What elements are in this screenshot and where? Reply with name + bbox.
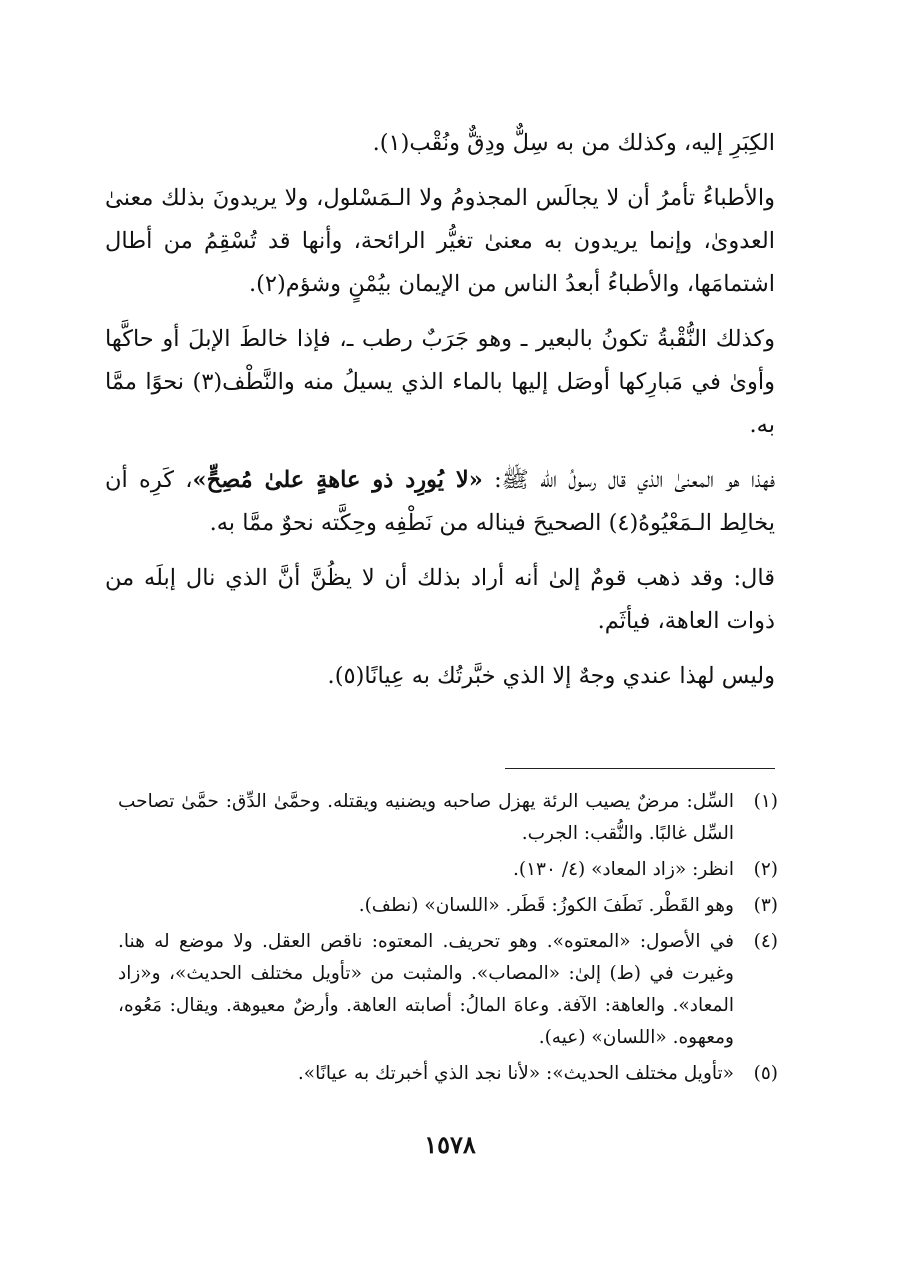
main-text <box>105 122 775 710</box>
paragraph-4-rest: ، كَرِه أن يخالِط الـمَعْيُوهُ(٤) الصحيحَ فيناله من نَطْفِه وحِكَّته نحوٌ ممَّا به. <box>105 467 775 536</box>
paragraph-2: والأطباءُ تأمرُ أن لا يجالَس المجذومُ ولا الـمَسْلول، ولا يريدونَ بذلك معنىٰ العدوىٰ، وإنما يريدون به معنىٰ تغيُّر الرائحة، وأنها قد تُسْقِمُ من أطال اشتمامَها، والأطباءُ أبعدُ الناس من الإيمان بيُمْنٍ وشؤم(٢). <box>105 185 775 297</box>
paragraph-3: وكذلك النُّقْبةُ تكونُ بالبعير ـ وهو جَرَبٌ رطب ـ، فإذا خالطَ الإبلَ أو حاكَّها وأوىٰ في مَبارِكها أوصَل إليها بالماء الذي يسيلُ منه والنَّطْف(٣) نحوًا ممَّا به. <box>105 326 775 438</box>
footnote-number: (٥) <box>753 1063 778 1084</box>
paragraph-4 <box>105 459 775 545</box>
paragraph-1: الكِبَرِ إليه، وكذلك من به سِلٌّ ودِقٌّ ونُقْب(١). <box>372 130 775 156</box>
hadith-quote: «لا يُورِد ذو عاهةٍ علىٰ مُصِحٍّ» <box>192 467 483 493</box>
footnote-text: السِّل: مرضٌ يصيب الرئة يهزل صاحبه ويضنيه ويقتله. وحمَّىٰ الدِّق: حمَّىٰ تصاحب السِّل غالبًا. والنُّقب: الجرب. <box>118 791 734 844</box>
footnote-number: (٢) <box>753 859 778 880</box>
footnote-3 <box>118 890 778 922</box>
paragraph-6: وليس لهذا عندي وجهٌ إلا الذي خبَّرتُك به عِيانًا(٥). <box>327 663 775 689</box>
footnote-text: «تأويل مختلف الحديث»: «لأنا نجد الذي أخبرتك به عيانًا». <box>297 1063 734 1084</box>
footnote-1 <box>118 786 778 850</box>
paragraph-4-intro: فهذا هو المعنىٰ الذي قال رسولُ الله ﷺ: <box>482 467 775 493</box>
footnotes <box>118 786 778 1094</box>
footnote-number: (١) <box>753 791 778 812</box>
footnote-5 <box>118 1058 778 1090</box>
footnote-text: في الأصول: «المعتوه». وهو تحريف. المعتوه: ناقص العقل. ولا موضع له هنا. وغيرت في (ط) إلىٰ: «المصاب». والمثبت من «تأويل مختلف الحديث»، و«زاد المعاد». والعاهة: الآفة. وعاهَ المالُ: أصابته العاهة. وأرضٌ معيوهة. ويقال: مَعُوه، ومعهوه. «اللسان» (عيه). <box>118 931 734 1048</box>
footnote-2 <box>118 854 778 886</box>
footnote-4 <box>118 926 778 1054</box>
footnote-text: وهو القَطْر. نَطَفَ الكوزُ: قَطَر. «اللسان» (نطف). <box>358 895 734 916</box>
footnote-number: (٣) <box>753 895 778 916</box>
paragraph-5: قال: وقد ذهب قومٌ إلىٰ أنه أراد بذلك أن لا يظُنَّ أنَّ الذي نال إبلَه من ذوات العاهة، فيأثَم. <box>105 565 775 634</box>
footnote-text: انظر: «زاد المعاد» (٤/ ١٣٠). <box>513 859 734 880</box>
footnote-number: (٤) <box>753 931 778 952</box>
footnote-separator <box>505 768 775 769</box>
page-number: ١٥٧٨ <box>424 1130 476 1159</box>
